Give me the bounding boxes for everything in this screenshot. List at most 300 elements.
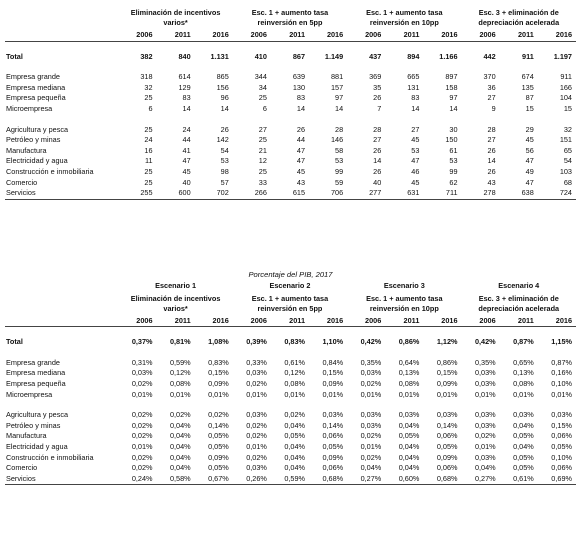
value-cell: 0,42% [360, 337, 382, 347]
year-header-row [5, 316, 576, 327]
value-cell: 0,04% [398, 463, 420, 473]
table-row [5, 390, 576, 401]
value-cell: 26 [296, 124, 306, 134]
value-cell: 45 [411, 177, 420, 187]
value-cell: 0,02% [169, 410, 191, 420]
value-cell: 15 [525, 103, 534, 113]
spacer-cell [5, 400, 576, 410]
total-row [5, 337, 576, 348]
table-row [5, 178, 576, 189]
table-row [5, 146, 576, 157]
value-cell: 344 [254, 72, 267, 82]
value-cell: 49 [525, 166, 534, 176]
value-cell: 40 [182, 177, 191, 187]
value-cell: 7 [377, 103, 382, 113]
value-cell: 0,64% [398, 357, 420, 367]
table-row [5, 72, 576, 83]
value-cell: 0,01% [474, 441, 496, 451]
year-header: 2016 [423, 316, 461, 327]
value-cell: 47 [182, 156, 191, 166]
table-row [5, 135, 576, 146]
row-label: Total [6, 337, 23, 347]
value-cell: 0,03% [474, 378, 496, 388]
value-cell: 0,67% [195, 474, 233, 485]
value-cell: 0,15% [208, 368, 229, 378]
value-cell: 631 [385, 188, 423, 199]
value-cell: 14 [487, 156, 496, 166]
corner-cell [5, 30, 118, 41]
value-cell: 0,01% [436, 389, 458, 399]
value-cell: 56 [525, 145, 534, 155]
value-cell: 0,04% [169, 441, 191, 451]
table-row [5, 188, 576, 199]
row-label: Empresa pequeña [6, 378, 66, 388]
value-cell: 0,05% [398, 431, 420, 441]
table-row [5, 93, 576, 104]
value-cell: 665 [407, 72, 420, 82]
value-cell: 0,02% [131, 431, 153, 441]
value-cell: 0,35% [360, 357, 382, 367]
value-cell: 0,06% [551, 463, 572, 473]
value-cell: 1.131 [210, 51, 229, 61]
value-cell: 0,08% [513, 378, 534, 388]
spacer-cell [5, 348, 576, 358]
value-cell: 0,03% [360, 368, 382, 378]
row-label: Petróleo y minas [6, 420, 61, 430]
value-cell: 382 [140, 51, 153, 61]
table-caption: Porcentaje del PIB, 2017 [248, 270, 333, 279]
value-cell: 0,04% [284, 452, 306, 462]
value-cell: 0,13% [398, 368, 420, 378]
spacer-row [5, 327, 576, 338]
value-cell: 35 [373, 82, 382, 92]
value-cell: 0,68% [309, 474, 347, 485]
corner-cell [5, 292, 118, 316]
row-label: Electricidad y agua [6, 156, 68, 166]
value-cell: 0,09% [322, 378, 344, 388]
row-label: Manufactura [6, 145, 47, 155]
value-cell: 0,61% [500, 474, 538, 485]
value-cell: 1,08% [208, 337, 229, 347]
year-header: 2016 [309, 316, 347, 327]
value-cell: 47 [296, 145, 306, 155]
value-cell: 0,03% [474, 410, 496, 420]
year-header: 2016 [538, 30, 576, 41]
value-cell: 26 [373, 166, 382, 176]
value-cell: 0,83% [208, 357, 229, 367]
row-label: Electricidad y agua [6, 441, 68, 451]
value-cell: 0,03% [360, 420, 382, 430]
value-cell: 25 [258, 93, 267, 103]
value-cell: 0,16% [551, 368, 572, 378]
value-cell: 150 [445, 135, 458, 145]
value-cell: 0,14% [436, 420, 458, 430]
value-cell: 674 [521, 72, 534, 82]
row-label: Agricultura y pesca [6, 124, 69, 134]
value-cell: 146 [330, 135, 344, 145]
value-cell: 0,05% [513, 463, 534, 473]
value-cell: 0,87% [513, 337, 534, 347]
value-cell: 0,04% [398, 420, 420, 430]
value-cell: 135 [521, 82, 534, 92]
value-cell: 0,04% [169, 420, 191, 430]
scenario-title-row [5, 281, 576, 292]
value-cell: 14 [182, 103, 191, 113]
value-cell: 0,03% [131, 368, 153, 378]
year-header: 2011 [271, 30, 309, 41]
value-cell: 0,01% [474, 389, 496, 399]
value-cell: 0,01% [551, 389, 572, 399]
value-cell: 0,08% [169, 378, 191, 388]
year-header: 2006 [462, 316, 500, 327]
value-cell: 0,15% [551, 420, 572, 430]
value-cell: 0,02% [131, 420, 153, 430]
value-cell: 0,04% [284, 463, 306, 473]
value-cell: 103 [559, 166, 572, 176]
value-cell: 26 [373, 93, 382, 103]
value-cell: 0,03% [474, 368, 496, 378]
value-cell: 45 [411, 135, 420, 145]
value-cell: 867 [292, 51, 306, 61]
row-label: Servicios [5, 474, 118, 485]
value-cell: 142 [216, 135, 229, 145]
value-cell: 16 [144, 145, 153, 155]
value-cell: 99 [449, 166, 458, 176]
value-cell: 98 [220, 166, 229, 176]
value-cell: 0,05% [208, 441, 229, 451]
value-cell: 0,04% [360, 463, 382, 473]
value-cell: 40 [373, 177, 382, 187]
value-cell: 0,01% [169, 389, 191, 399]
value-cell: 0,03% [474, 452, 496, 462]
spacer-cell [5, 41, 576, 52]
value-cell: 0,68% [423, 474, 461, 485]
value-cell: 0,03% [246, 463, 267, 473]
table-row [5, 410, 576, 421]
value-cell: 0,03% [246, 410, 267, 420]
value-cell: 0,02% [246, 378, 267, 388]
year-header: 2016 [309, 30, 347, 41]
value-cell: 0,06% [322, 463, 344, 473]
value-cell: 0,04% [474, 463, 496, 473]
value-cell: 29 [525, 124, 534, 134]
value-cell: 0,04% [513, 420, 534, 430]
value-cell: 15 [563, 103, 572, 113]
value-cell: 0,01% [284, 389, 306, 399]
value-cell: 53 [220, 156, 229, 166]
table-row [5, 463, 576, 474]
year-header-row [5, 30, 576, 41]
value-cell: 0,04% [284, 441, 306, 451]
value-cell: 68 [563, 177, 572, 187]
value-cell: 724 [538, 188, 576, 199]
value-cell: 0,01% [360, 441, 382, 451]
value-cell: 36 [487, 82, 496, 92]
value-cell: 0,14% [322, 420, 344, 430]
scenario-header: Esc. 1 + aumento tasa reinversión en 10pp [366, 293, 443, 313]
year-header: 2006 [347, 316, 385, 327]
value-cell: 1.149 [324, 51, 344, 61]
value-cell: 1,12% [436, 337, 458, 347]
spacer-row [5, 400, 576, 410]
table-row [5, 368, 576, 379]
value-cell: 0,05% [322, 441, 344, 451]
row-label: Microempresa [6, 103, 53, 113]
value-cell: 0,15% [322, 368, 344, 378]
value-cell: 0,04% [284, 420, 306, 430]
table-row [5, 358, 576, 369]
value-cell: 0,09% [322, 452, 344, 462]
scenario-title: Escenario 3 [383, 281, 425, 291]
value-cell: 27 [411, 124, 420, 134]
value-cell: 156 [216, 82, 229, 92]
value-cell: 0,03% [436, 410, 458, 420]
value-cell: 278 [462, 188, 500, 199]
value-cell: 62 [449, 177, 458, 187]
value-cell: 0,84% [322, 357, 344, 367]
value-cell: 14 [220, 103, 229, 113]
year-header: 2006 [233, 316, 271, 327]
value-cell: 44 [296, 135, 306, 145]
value-cell: 33 [258, 177, 267, 187]
value-cell: 0,06% [322, 431, 344, 441]
corner-cell [5, 316, 118, 327]
row-label: Construcción e inmobiliaria [6, 166, 94, 176]
year-header: 2006 [233, 30, 271, 41]
value-cell: 0,03% [474, 420, 496, 430]
row-label: Microempresa [6, 389, 53, 399]
scenario-header: Esc. 3 + eliminación de depreciación acelerada [478, 8, 560, 27]
value-cell: 47 [525, 156, 534, 166]
value-cell: 0,87% [551, 357, 572, 367]
value-cell: 0,09% [436, 452, 458, 462]
value-cell: 0,02% [360, 378, 382, 388]
value-cell: 0,10% [551, 378, 572, 388]
scenario-header-row [5, 292, 576, 316]
value-cell: 894 [407, 51, 420, 61]
value-cell: 44 [182, 135, 191, 145]
value-cell: 1.197 [553, 51, 572, 61]
value-cell: 26 [373, 145, 382, 155]
value-cell: 27 [373, 135, 382, 145]
spacer-cell [5, 327, 576, 338]
value-cell: 14 [411, 103, 420, 113]
value-cell: 0,04% [169, 463, 191, 473]
spacer-row [5, 348, 576, 358]
scenario-header: Esc. 3 + eliminación de depreciación acelerada [478, 293, 560, 313]
value-cell: 83 [182, 93, 191, 103]
value-cell: 0,59% [169, 357, 191, 367]
row-label: Comercio [6, 463, 38, 473]
year-header: 2011 [157, 30, 195, 41]
value-cell: 0,01% [246, 389, 267, 399]
value-cell: 25 [144, 166, 153, 176]
value-cell: 54 [220, 145, 229, 155]
row-label: Empresa mediana [6, 82, 66, 92]
value-cell: 600 [157, 188, 195, 199]
value-cell: 369 [369, 72, 382, 82]
value-cell: 27 [487, 135, 496, 145]
value-cell: 96 [220, 93, 229, 103]
row-label: Petróleo y minas [6, 135, 61, 145]
value-cell: 0,03% [246, 368, 267, 378]
value-cell: 24 [144, 135, 153, 145]
value-cell: 0,31% [131, 357, 153, 367]
value-cell: 43 [487, 177, 496, 187]
year-header: 2011 [157, 316, 195, 327]
spacer-cell [5, 115, 576, 125]
scenario-header: Eliminación de incentivos varios* [130, 8, 221, 27]
value-cell: 0,04% [398, 452, 420, 462]
value-cell: 0,01% [131, 441, 153, 451]
year-header: 2011 [500, 30, 538, 41]
value-cell: 151 [559, 135, 572, 145]
value-cell: 881 [330, 72, 344, 82]
value-cell: 0,04% [513, 441, 534, 451]
value-cell: 0,09% [208, 452, 229, 462]
value-cell: 0,12% [169, 368, 191, 378]
value-cell: 11 [144, 156, 153, 166]
table-row [5, 431, 576, 442]
value-cell: 442 [483, 51, 496, 61]
scenario-title: Escenario 1 [155, 281, 197, 291]
value-cell: 34 [258, 82, 267, 92]
spacer-row [5, 41, 576, 52]
value-cell: 0,42% [474, 337, 496, 347]
year-header: 2011 [385, 30, 423, 41]
value-cell: 166 [559, 82, 572, 92]
total-row [5, 52, 576, 63]
value-cell: 24 [182, 124, 191, 134]
value-cell: 0,86% [436, 357, 458, 367]
value-cell: 0,05% [208, 463, 229, 473]
value-cell: 0,26% [233, 474, 271, 485]
row-label: Servicios [5, 188, 118, 199]
value-cell: 45 [182, 166, 191, 176]
value-cell: 318 [140, 72, 153, 82]
value-cell: 27 [258, 124, 267, 134]
value-cell: 0,02% [131, 378, 153, 388]
value-cell: 6 [148, 103, 153, 113]
table-row [5, 156, 576, 167]
value-cell: 0,01% [131, 389, 153, 399]
value-cell: 911 [522, 51, 534, 61]
value-cell: 614 [178, 72, 191, 82]
value-cell: 0,06% [436, 463, 458, 473]
value-cell: 0,01% [398, 389, 420, 399]
value-cell: 9 [491, 103, 496, 113]
value-cell: 0,05% [436, 441, 458, 451]
value-cell: 0,01% [513, 389, 534, 399]
value-cell: 911 [560, 72, 572, 82]
value-cell: 32 [563, 124, 572, 134]
value-cell: 59 [335, 177, 344, 187]
value-cell: 97 [449, 93, 458, 103]
value-cell: 97 [335, 93, 344, 103]
value-cell: 0,03% [513, 410, 534, 420]
spacer-row [5, 115, 576, 125]
value-cell: 0,02% [360, 452, 382, 462]
value-cell: 1,15% [551, 337, 572, 347]
value-cell: 25 [144, 93, 153, 103]
scenario-header: Esc. 1 + aumento tasa reinversión en 5pp [251, 293, 329, 313]
value-cell: 0,02% [208, 410, 229, 420]
value-cell: 57 [220, 177, 229, 187]
value-cell: 6 [262, 103, 267, 113]
value-cell: 0,04% [169, 431, 191, 441]
value-cell: 45 [296, 166, 306, 176]
value-cell: 26 [487, 145, 496, 155]
value-cell: 53 [449, 156, 458, 166]
scenario-header-row [5, 6, 576, 30]
value-cell: 0,03% [360, 410, 382, 420]
table-row [5, 453, 576, 464]
year-header: 2016 [195, 316, 233, 327]
value-cell: 0,15% [436, 368, 458, 378]
value-cell: 99 [335, 166, 344, 176]
corner-cell [5, 281, 118, 292]
row-label: Empresa grande [6, 357, 60, 367]
value-cell: 131 [407, 82, 420, 92]
scenario-header: Esc. 1 + aumento tasa reinversión en 5pp [251, 8, 329, 27]
value-cell: 0,86% [398, 337, 420, 347]
value-cell: 638 [500, 188, 538, 199]
spacer-cell [5, 62, 576, 72]
table-row [5, 421, 576, 432]
value-cell: 0,05% [284, 431, 306, 441]
value-cell: 0,01% [360, 389, 382, 399]
scenario-title: Escenario 4 [498, 281, 540, 291]
value-cell: 58 [335, 145, 344, 155]
gdp-percent-table [5, 281, 576, 485]
value-cell: 0,33% [246, 357, 267, 367]
value-cell: 47 [296, 156, 306, 166]
value-cell: 25 [144, 124, 153, 134]
value-cell: 266 [233, 188, 271, 199]
year-header: 2011 [500, 316, 538, 327]
value-cell: 65 [563, 145, 572, 155]
value-cell: 28 [373, 124, 382, 134]
value-cell: 28 [487, 124, 496, 134]
value-cell: 0,65% [513, 357, 534, 367]
year-header: 2006 [118, 30, 156, 41]
value-cell: 14 [373, 156, 382, 166]
value-cell: 0,04% [398, 441, 420, 451]
value-cell: 0,37% [131, 337, 153, 347]
value-cell: 0,05% [208, 431, 229, 441]
values-table [5, 6, 576, 200]
row-label: Empresa pequeña [6, 93, 66, 103]
value-cell: 0,39% [246, 337, 267, 347]
value-cell: 0,02% [246, 452, 267, 462]
value-cell: 43 [296, 177, 306, 187]
value-cell: 0,59% [271, 474, 309, 485]
value-cell: 897 [445, 72, 458, 82]
value-cell: 0,69% [538, 474, 576, 485]
value-cell: 0,27% [462, 474, 500, 485]
value-cell: 0,01% [322, 389, 344, 399]
spacer-row [5, 62, 576, 72]
row-label: Manufactura [6, 431, 47, 441]
value-cell: 0,02% [131, 452, 153, 462]
value-cell: 0,03% [398, 410, 420, 420]
value-cell: 14 [449, 103, 458, 113]
row-label: Comercio [6, 177, 38, 187]
value-cell: 0,04% [169, 452, 191, 462]
value-cell: 14 [296, 103, 306, 113]
year-header: 2006 [118, 316, 156, 327]
value-cell: 0,05% [513, 452, 534, 462]
